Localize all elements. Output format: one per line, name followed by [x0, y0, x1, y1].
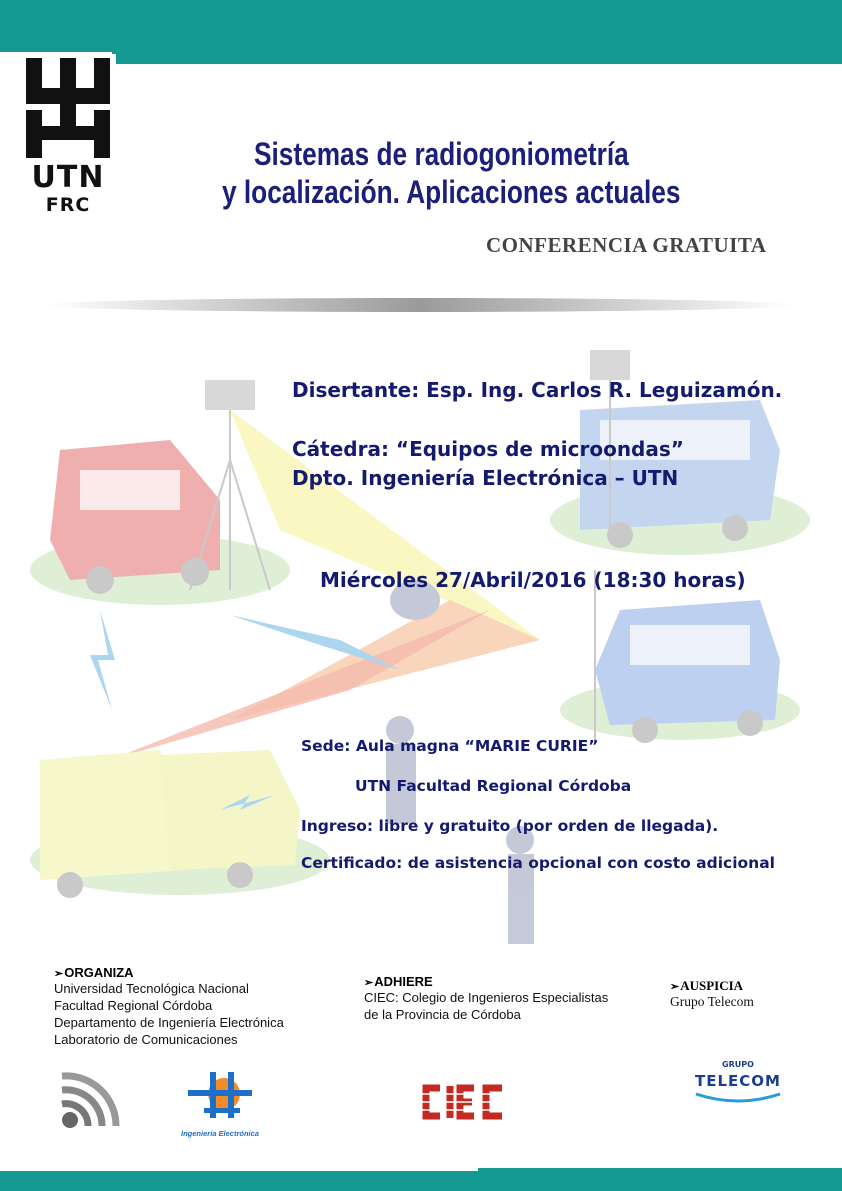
organiza-line: Laboratorio de Comunicaciones [54, 1032, 238, 1047]
logo-frc-text: FRC [45, 194, 91, 216]
chair: Cátedra: “Equipos de microondas” [292, 437, 684, 461]
ciec-logo [418, 1080, 514, 1124]
red-van [50, 440, 220, 594]
arrow-icon: ➢ [670, 981, 680, 993]
background-illustration [20, 340, 810, 970]
bottom-band [0, 1168, 842, 1191]
organiza-line: Facultad Regional Córdoba [54, 998, 213, 1013]
department: Dpto. Ingeniería Electrónica – UTN [292, 466, 679, 490]
logo-utn-text: UTN [31, 160, 105, 195]
ie-emblem-icon [180, 1068, 260, 1124]
venue-sede: Sede: Aula magna “MARIE CURIE” [301, 737, 599, 755]
auspicia-heading: AUSPICIA [680, 978, 744, 993]
organiza-line: Departamento de Ingeniería Electrónica [54, 1015, 284, 1030]
top-band [0, 0, 842, 64]
arrow-icon: ➢ [54, 968, 64, 980]
adhiere-line: de la Provincia de Córdoba [364, 1007, 521, 1022]
venue-certificado: Certificado: de asistencia opcional con costo adicional [301, 854, 775, 872]
venue-faculty: UTN Facultad Regional Córdoba [355, 777, 632, 795]
organiza-line: Universidad Tecnológica Nacional [54, 981, 249, 996]
adhiere-line: CIEC: Colegio de Ingenieros Especialistas [364, 990, 609, 1005]
ciec-emblem-icon [418, 1080, 514, 1124]
ie-logo [180, 1068, 260, 1138]
title-line-1: Sistemas de radiogoniometría [254, 136, 629, 172]
adhiere-heading: ADHIERE [374, 974, 433, 989]
signal-waves-icon [52, 1068, 128, 1134]
telecom-big: TELECOM [695, 1072, 781, 1090]
utn-emblem-icon [20, 54, 116, 164]
arrow-icon: ➢ [364, 977, 374, 989]
divider-swoosh [40, 297, 800, 317]
telecom-swoosh-icon [690, 1090, 786, 1108]
auspicia-line: Grupo Telecom [670, 994, 754, 1009]
ie-caption: Ingeniería Electrónica [181, 1129, 259, 1138]
blue-van-mid [595, 600, 780, 743]
telecom-small: GRUPO [722, 1060, 754, 1069]
subtitle: CONFERENCIA GRATUITA [486, 233, 767, 257]
bottom-band-notch [0, 1163, 478, 1171]
organiza-heading: ORGANIZA [64, 965, 134, 980]
speaker: Disertante: Esp. Ing. Carlos R. Leguizamón. [292, 378, 783, 402]
event-date: Miércoles 27/Abril/2016 (18:30 horas) [320, 568, 746, 592]
auspicia-block [670, 978, 830, 1010]
telecom-logo [690, 1060, 786, 1113]
organiza-block [54, 965, 334, 1048]
title-line-2: y localización. Aplicaciones actuales [222, 174, 681, 210]
venue-ingreso: Ingreso: libre y gratuito (por orden de llegada). [301, 817, 719, 835]
adhiere-block [364, 974, 654, 1023]
